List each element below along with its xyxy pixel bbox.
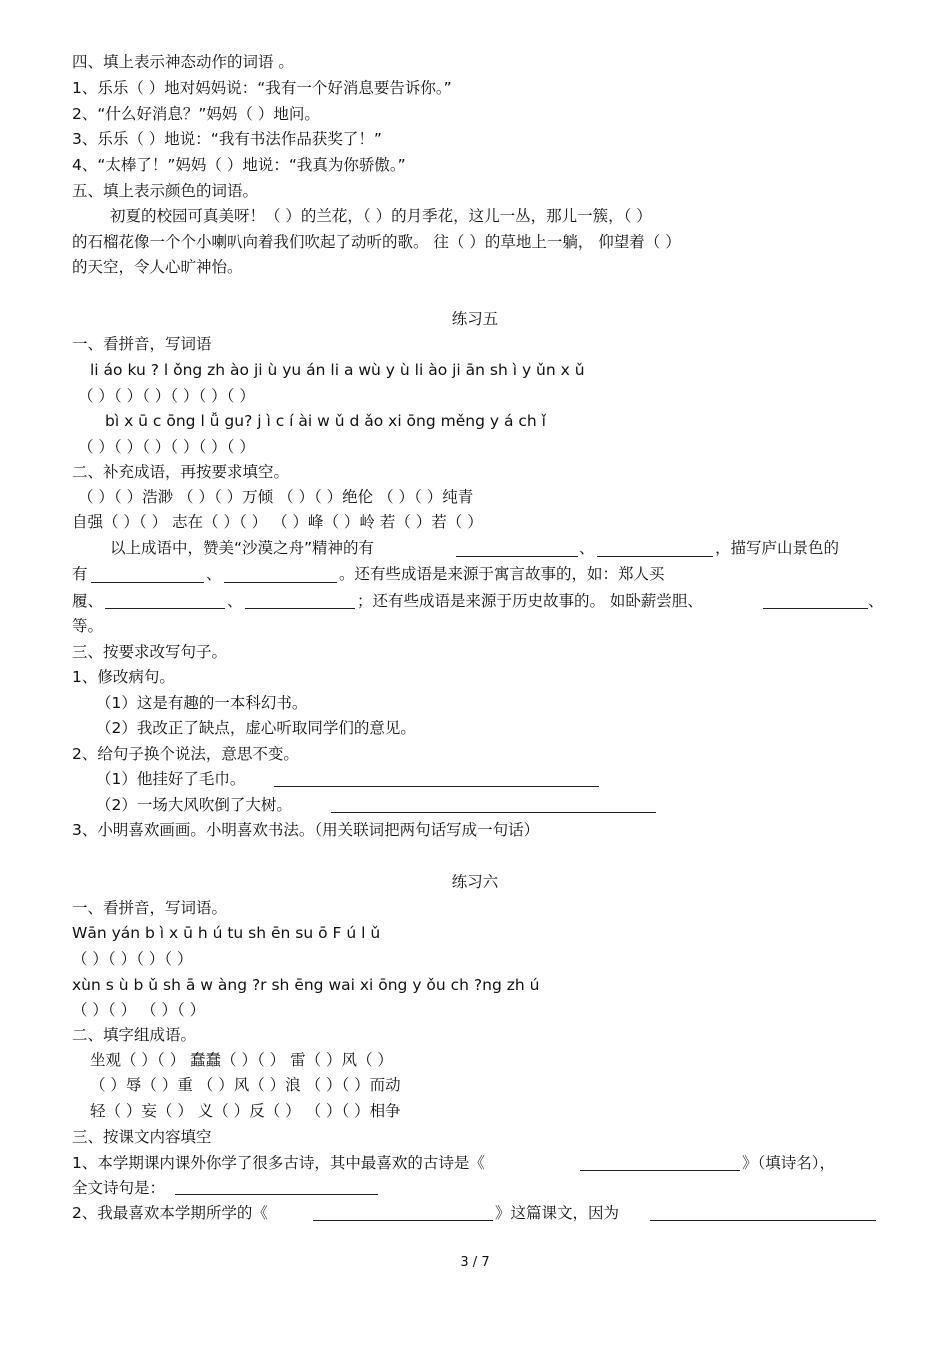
ex5-idioms-row1: （ ）（ ）浩渺 （ ）（ ）万倾 （ ）（ ）绝伦 （ ）（ ）纯青 (78, 488, 474, 506)
ex6-q1-tail: 》（填诗名）， (742, 1154, 836, 1172)
ex5-q1a: （1）这是有趣的一本科幻书。 (96, 694, 308, 712)
exercise5-heading: 练习五 (451, 310, 499, 328)
ex6-pinyin-row1: Wān yán b ì x ū h ú tu sh ēn su ō F ú l ǔ (72, 924, 381, 942)
reason-blank[interactable] (650, 1220, 876, 1221)
ex5-brackets-row1: （ ）（ ）（ ）（ ）（ ）（ ） (78, 387, 255, 405)
ex5-q1b: （2）我改正了缺点，虚心听取同学们的意见。 (96, 719, 416, 737)
ex5-brackets-row2: （ ）（ ）（ ）（ ）（ ）（ ） (78, 438, 255, 456)
answer-blank[interactable] (597, 556, 713, 557)
section5-paragraph-line2: 的石榴花像一个个小喇叭向着我们吹起了动听的歌。 往（ ）的草地上一躺， 仰望着（ ） (72, 233, 681, 251)
ex5-fill-line3-head: 履、 (72, 592, 104, 610)
ex5-fill-line2-tail: 。还有些成语是来源于寓言故事的，如：郑人买 (339, 565, 665, 583)
ex5-pinyin-row1: li áo ku ? l ǒng zh ào ji ù yu án li a wù y ù li ào ji ān sh ì y ǔn x ǔ (90, 361, 585, 379)
ex5-idioms-row2: 自强（ ）（ ） 志在（ ）（ ） （ ）峰（ ）岭 若（ ）若（ ） (72, 513, 483, 531)
ex6-pinyin-row2: xùn s ù b ǔ sh ā w àng ?r sh ēng wai xi ōng y ǒu ch ?ng zh ú (72, 976, 540, 994)
answer-blank[interactable] (105, 608, 225, 609)
ex6-q2-tail: 》这篇课文，因为 (495, 1204, 620, 1222)
ex6-brackets-row1: （ ）（ ）（ ）（ ） (72, 950, 193, 968)
ex5-q3: 3、小明喜欢画画。小明喜欢书法。（用关联词把两句话写成一句话） (72, 821, 540, 839)
answer-blank[interactable] (763, 608, 868, 609)
section4-q4: 4、“太棒了！”妈妈（ ）地说：“我真为你骄傲。” (72, 156, 406, 174)
separator-comma: 、 (206, 565, 222, 583)
lesson-title-blank[interactable] (313, 1220, 493, 1221)
ex6-section1-title: 一、看拼音，写词语。 (72, 899, 228, 917)
ex6-idiom-row3: 轻（ ）妄（ ） 义（ ）反（ ） （ ）（ ）相争 (90, 1102, 401, 1120)
section5-paragraph-line3: 的天空，令人心旷神怡。 (72, 258, 243, 276)
section5-title: 五、填上表示颜色的词语。 (72, 182, 259, 200)
separator-comma: 、 (579, 539, 595, 557)
ex5-q2a: （1）他挂好了毛巾。 (96, 770, 246, 788)
ex5-q2b: （2）一场大风吹倒了大树。 (96, 796, 292, 814)
section4-title: 四、填上表示神态动作的词语 。 (72, 53, 294, 71)
separator-comma: 、 (227, 592, 243, 610)
ex6-q1-head: 1、本学期课内课外你学了很多古诗，其中最喜欢的古诗是《 (72, 1154, 485, 1172)
ex5-q1: 1、修改病句。 (72, 668, 175, 686)
ex5-q2: 2、给句子换个说法，意思不变。 (72, 745, 299, 763)
separator-comma: 、 (868, 592, 884, 610)
answer-blank[interactable] (274, 786, 599, 787)
answer-blank[interactable] (456, 556, 578, 557)
answer-blank[interactable] (331, 812, 656, 813)
answer-blank[interactable] (245, 608, 355, 609)
ex6-q1-line2: 全文诗句是： (72, 1179, 166, 1197)
ex6-idiom-row2: （ ）辱（ ）重 （ ）风（ ）浪 （ ）（ ）而动 (90, 1076, 401, 1094)
section4-q2: 2、“什么好消息？”妈妈（ ）地问。 (72, 105, 320, 123)
ex6-section3-title: 三、按课文内容填空 (72, 1128, 212, 1146)
ex6-q2-head: 2、我最喜欢本学期所学的《 (72, 1204, 268, 1222)
section4-q3: 3、乐乐（ ）地说：“我有书法作品获奖了！” (72, 130, 382, 148)
ex6-brackets-row2: （ ）（ ） （ ）（ ） (72, 1001, 206, 1019)
page-number: 3 / 7 (460, 1255, 490, 1270)
section5-paragraph-line1: 初夏的校园可真美呀！（ ）的兰花，（ ）的月季花，这儿一丛，那儿一簇，（ ） (110, 207, 652, 225)
ex6-idiom-row1: 坐观（ ）（ ） 蠢蠢（ ）（ ） 雷（ ）风（ ） (90, 1051, 393, 1069)
ex5-section1-title: 一、看拼音，写词语 (72, 335, 212, 353)
exercise6-heading: 练习六 (451, 873, 499, 891)
section4-q1: 1、乐乐（ ）地对妈妈说：“我有一个好消息要告诉你。” (72, 79, 452, 97)
ex5-fill-line1-tail: ，描写庐山景色的 (715, 539, 840, 557)
ex5-section2-title: 二、补充成语，再按要求填空。 (72, 463, 290, 481)
poem-text-blank[interactable] (175, 1194, 378, 1195)
poem-title-blank[interactable] (580, 1170, 740, 1171)
ex5-pinyin-row2: bì x ū c ōng l ǚ gu? j ì c í ài w ǔ d ǎo xi ōng měng y á ch ǐ (105, 412, 546, 430)
answer-blank[interactable] (224, 582, 337, 583)
ex5-fill-line2-head: 有 (72, 565, 88, 583)
ex5-fill-line4: 等。 (72, 617, 104, 635)
ex5-fill-line3-tail: ；还有些成语是来源于历史故事的。 如卧薪尝胆、 (357, 592, 703, 610)
ex6-section2-title: 二、填字组成语。 (72, 1026, 197, 1044)
ex5-section3-title: 三、按要求改写句子。 (72, 643, 228, 661)
answer-blank[interactable] (91, 582, 204, 583)
ex5-fill-line1: 以上成语中，赞美“沙漠之舟”精神的有 (110, 539, 375, 557)
